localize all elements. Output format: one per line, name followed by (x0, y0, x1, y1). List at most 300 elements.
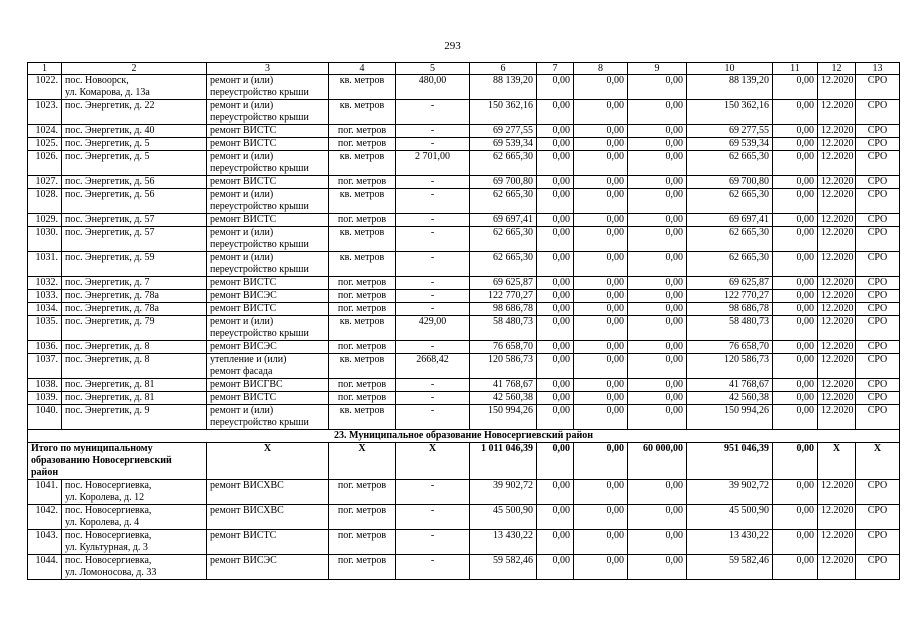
quantity-cell: - (396, 227, 470, 252)
value-cell: 62 665,30 (687, 189, 773, 214)
value-cell: 0,00 (537, 151, 574, 176)
column-header: 10 (687, 63, 773, 75)
date-cell: 12.2020 (818, 176, 856, 189)
address-cell-line: пос. Энергетик, д. 78а (65, 290, 159, 301)
work-type-cell-line: ремонт ВИСТС (210, 303, 277, 314)
value-cell: 0,00 (773, 303, 818, 316)
value-cell: 0,00 (628, 530, 687, 555)
value-cell: 0,00 (574, 379, 628, 392)
unit-cell: пог. метров (329, 138, 396, 151)
table-row (28, 125, 900, 138)
value-cell: 0,00 (574, 290, 628, 303)
value-cell: 0,00 (773, 138, 818, 151)
work-type-cell-line: переустройство крыши (210, 239, 309, 250)
date-cell: 12.2020 (818, 555, 856, 580)
table-row (28, 277, 900, 290)
method-cell: СРО (856, 138, 900, 151)
value-cell: 0,00 (574, 555, 628, 580)
method-cell: СРО (856, 303, 900, 316)
value-cell: 0,00 (574, 100, 628, 125)
work-type-cell-line: переустройство крыши (210, 417, 309, 428)
work-type-cell-line: переустройство крыши (210, 163, 309, 174)
value-cell: 0,00 (574, 480, 628, 505)
value-cell: 0,00 (574, 505, 628, 530)
address-cell-line: пос. Энергетик, д. 5 (65, 151, 150, 162)
unit-cell: кв. метров (329, 316, 396, 341)
quantity-cell: 480,00 (396, 75, 470, 100)
value-cell: 120 586,73 (687, 354, 773, 379)
value-cell: 0,00 (773, 151, 818, 176)
unit-cell: пог. метров (329, 277, 396, 290)
work-type-cell-line: переустройство крыши (210, 112, 309, 123)
value-cell: 0,00 (773, 125, 818, 138)
table-row (28, 505, 900, 530)
method-cell: СРО (856, 227, 900, 252)
method-cell: СРО (856, 75, 900, 100)
column-header: 7 (537, 63, 574, 75)
total-cost-cell: 45 500,90 (470, 505, 537, 530)
address-cell (62, 392, 207, 405)
value-cell: 0,00 (628, 354, 687, 379)
date-cell: 12.2020 (818, 125, 856, 138)
date-cell: 12.2020 (818, 75, 856, 100)
section-block (28, 430, 900, 480)
value-cell: 122 770,27 (687, 290, 773, 303)
address-cell-line: пос. Новоорск, (65, 75, 129, 86)
value-cell: 0,00 (537, 277, 574, 290)
value-cell: 42 560,38 (687, 392, 773, 405)
total-cost-cell: 88 139,20 (470, 75, 537, 100)
work-type-cell (207, 75, 329, 100)
value-cell: 0,00 (628, 303, 687, 316)
date-cell: 12.2020 (818, 252, 856, 277)
total-cost-cell: 76 658,70 (470, 341, 537, 354)
value-cell: 0,00 (773, 379, 818, 392)
value-cell: 0,00 (574, 405, 628, 430)
total-cost-cell: 122 770,27 (470, 290, 537, 303)
total-cost-cell: 62 665,30 (470, 151, 537, 176)
work-type-cell-line: переустройство крыши (210, 264, 309, 275)
date-cell: 12.2020 (818, 277, 856, 290)
unit-cell: пог. метров (329, 505, 396, 530)
work-type-cell (207, 303, 329, 316)
work-type-cell (207, 290, 329, 303)
value-cell: 0,00 (574, 189, 628, 214)
unit-cell: пог. метров (329, 392, 396, 405)
address-cell (62, 290, 207, 303)
method-cell: СРО (856, 151, 900, 176)
column-header: 8 (574, 63, 628, 75)
column-header: 5 (396, 63, 470, 75)
value-cell: 0,00 (628, 252, 687, 277)
work-type-cell-line: ремонт ВИСТС (210, 138, 277, 149)
address-cell-line: пос. Энергетик, д. 8 (65, 341, 150, 352)
subtotal-row (28, 443, 900, 480)
work-type-cell-line: ремонт ВИСТС (210, 277, 277, 288)
value-cell: 88 139,20 (687, 75, 773, 100)
date-cell: 12.2020 (818, 151, 856, 176)
row-number: 1043. (28, 530, 62, 555)
method-cell: СРО (856, 530, 900, 555)
row-number: 1022. (28, 75, 62, 100)
value-cell: 0,00 (537, 189, 574, 214)
address-cell-line: ул. Комарова, д. 13а (65, 87, 150, 98)
value-cell: 0,00 (628, 392, 687, 405)
value-cell: 0,00 (574, 138, 628, 151)
address-cell-line: пос. Энергетик, д. 40 (65, 125, 155, 136)
subtotal-cell: 60 000,00 (628, 443, 687, 480)
date-cell: 12.2020 (818, 214, 856, 227)
date-cell: 12.2020 (818, 303, 856, 316)
table-row (28, 555, 900, 580)
quantity-cell: - (396, 480, 470, 505)
quantity-cell: - (396, 405, 470, 430)
value-cell: 0,00 (628, 138, 687, 151)
quantity-cell: - (396, 138, 470, 151)
value-cell: 69 625,87 (687, 277, 773, 290)
value-cell: 0,00 (773, 354, 818, 379)
column-header: 9 (628, 63, 687, 75)
row-number: 1037. (28, 354, 62, 379)
value-cell: 0,00 (773, 75, 818, 100)
value-cell: 0,00 (628, 290, 687, 303)
work-type-cell-line: ремонт ВИСЭС (210, 290, 277, 301)
row-number: 1023. (28, 100, 62, 125)
table-row (28, 75, 900, 100)
table-row (28, 252, 900, 277)
capital-repair-table (27, 62, 900, 580)
value-cell: 0,00 (574, 151, 628, 176)
rows-group-b (28, 480, 900, 580)
quantity-cell: - (396, 214, 470, 227)
column-header: 12 (818, 63, 856, 75)
row-number: 1030. (28, 227, 62, 252)
total-cost-cell: 42 560,38 (470, 392, 537, 405)
rows-group-a (28, 75, 900, 430)
address-cell (62, 100, 207, 125)
table-row (28, 303, 900, 316)
work-type-cell-line: ремонт ВИСТС (210, 214, 277, 225)
address-cell (62, 405, 207, 430)
address-cell (62, 189, 207, 214)
table-row (28, 530, 900, 555)
address-cell-line: пос. Энергетик, д. 81 (65, 379, 155, 390)
value-cell: 0,00 (773, 405, 818, 430)
work-type-cell-line: ремонт и (или) (210, 252, 274, 263)
value-cell: 0,00 (574, 341, 628, 354)
value-cell: 0,00 (537, 379, 574, 392)
value-cell: 0,00 (537, 176, 574, 189)
value-cell: 0,00 (628, 227, 687, 252)
value-cell: 76 658,70 (687, 341, 773, 354)
page-number: 293 (444, 40, 461, 52)
address-cell (62, 341, 207, 354)
value-cell: 0,00 (574, 227, 628, 252)
work-type-cell-line: ремонт ВИСТС (210, 125, 277, 136)
subtotal-cell: 0,00 (574, 443, 628, 480)
date-cell: 12.2020 (818, 138, 856, 151)
quantity-cell: - (396, 341, 470, 354)
method-cell: СРО (856, 214, 900, 227)
section-title: 23. Муниципальное образование Новосергиевский район (28, 430, 900, 443)
work-type-cell (207, 555, 329, 580)
row-number: 1034. (28, 303, 62, 316)
date-cell: 12.2020 (818, 189, 856, 214)
subtotal-cell: 0,00 (537, 443, 574, 480)
address-cell-line: пос. Энергетик, д. 56 (65, 189, 155, 200)
address-cell-line: пос. Энергетик, д. 9 (65, 405, 150, 416)
total-cost-cell: 62 665,30 (470, 227, 537, 252)
value-cell: 0,00 (773, 316, 818, 341)
value-cell: 0,00 (537, 290, 574, 303)
address-cell-line: пос. Энергетик, д. 78а (65, 303, 159, 314)
total-cost-cell: 98 686,78 (470, 303, 537, 316)
value-cell: 0,00 (773, 505, 818, 530)
row-number: 1035. (28, 316, 62, 341)
row-number: 1038. (28, 379, 62, 392)
work-type-cell (207, 354, 329, 379)
value-cell: 0,00 (537, 252, 574, 277)
table-row (28, 341, 900, 354)
value-cell: 0,00 (773, 277, 818, 290)
table-row (28, 189, 900, 214)
work-type-cell (207, 100, 329, 125)
value-cell: 0,00 (773, 392, 818, 405)
subtotal-label-line: район (31, 467, 59, 478)
total-cost-cell: 39 902,72 (470, 480, 537, 505)
value-cell: 0,00 (773, 530, 818, 555)
unit-cell: пог. метров (329, 379, 396, 392)
table-row (28, 138, 900, 151)
method-cell: СРО (856, 290, 900, 303)
quantity-cell: 429,00 (396, 316, 470, 341)
value-cell: 0,00 (537, 125, 574, 138)
row-number: 1044. (28, 555, 62, 580)
unit-cell: пог. метров (329, 480, 396, 505)
value-cell: 0,00 (773, 214, 818, 227)
table-row (28, 405, 900, 430)
quantity-cell: - (396, 252, 470, 277)
value-cell: 0,00 (537, 505, 574, 530)
value-cell: 0,00 (773, 290, 818, 303)
value-cell: 0,00 (773, 555, 818, 580)
date-cell: 12.2020 (818, 341, 856, 354)
unit-cell: пог. метров (329, 303, 396, 316)
column-header: 1 (28, 63, 62, 75)
table-row (28, 354, 900, 379)
method-cell: СРО (856, 405, 900, 430)
value-cell: 0,00 (574, 303, 628, 316)
address-cell (62, 530, 207, 555)
unit-cell: пог. метров (329, 214, 396, 227)
address-cell-line: пос. Энергетик, д. 59 (65, 252, 155, 263)
value-cell: 150 362,16 (687, 100, 773, 125)
work-type-cell (207, 392, 329, 405)
work-type-cell (207, 227, 329, 252)
table-row (28, 480, 900, 505)
value-cell: 45 500,90 (687, 505, 773, 530)
quantity-cell: - (396, 125, 470, 138)
row-number: 1036. (28, 341, 62, 354)
row-number: 1031. (28, 252, 62, 277)
address-cell (62, 252, 207, 277)
work-type-cell-line: ремонт и (или) (210, 316, 274, 327)
address-cell-line: пос. Энергетик, д. 81 (65, 392, 155, 403)
quantity-cell: - (396, 303, 470, 316)
value-cell: 0,00 (537, 480, 574, 505)
date-cell: 12.2020 (818, 316, 856, 341)
unit-cell: кв. метров (329, 227, 396, 252)
method-cell: СРО (856, 277, 900, 290)
method-cell: СРО (856, 189, 900, 214)
date-cell: 12.2020 (818, 392, 856, 405)
value-cell: 0,00 (537, 214, 574, 227)
address-cell-line: ул. Культурная, д. 3 (65, 542, 148, 553)
value-cell: 0,00 (628, 316, 687, 341)
work-type-cell-line: утепление и (или) (210, 354, 287, 365)
column-header: 4 (329, 63, 396, 75)
work-type-cell (207, 379, 329, 392)
work-type-cell (207, 480, 329, 505)
method-cell: СРО (856, 125, 900, 138)
method-cell: СРО (856, 480, 900, 505)
value-cell: 0,00 (628, 176, 687, 189)
value-cell: 62 665,30 (687, 151, 773, 176)
row-number: 1039. (28, 392, 62, 405)
subtotal-cell: Х (207, 443, 329, 480)
unit-cell: пог. метров (329, 125, 396, 138)
work-type-cell-line: переустройство крыши (210, 328, 309, 339)
value-cell: 58 480,73 (687, 316, 773, 341)
row-number: 1027. (28, 176, 62, 189)
address-cell-line: пос. Энергетик, д. 57 (65, 227, 155, 238)
address-cell (62, 138, 207, 151)
value-cell: 0,00 (574, 75, 628, 100)
value-cell: 0,00 (773, 252, 818, 277)
row-number: 1026. (28, 151, 62, 176)
column-header: 3 (207, 63, 329, 75)
work-type-cell-line: ремонт ВИСЭС (210, 555, 277, 566)
address-cell-line: пос. Энергетик, д. 5 (65, 138, 150, 149)
quantity-cell: - (396, 277, 470, 290)
date-cell: 12.2020 (818, 405, 856, 430)
quantity-cell: - (396, 505, 470, 530)
value-cell: 0,00 (773, 176, 818, 189)
total-cost-cell: 62 665,30 (470, 252, 537, 277)
value-cell: 0,00 (537, 392, 574, 405)
quantity-cell: - (396, 176, 470, 189)
value-cell: 150 994,26 (687, 405, 773, 430)
method-cell: СРО (856, 252, 900, 277)
address-cell-line: ул. Ломоносова, д. 33 (65, 567, 157, 578)
work-type-cell (207, 505, 329, 530)
quantity-cell: - (396, 392, 470, 405)
value-cell: 0,00 (537, 354, 574, 379)
value-cell: 0,00 (537, 530, 574, 555)
quantity-cell: - (396, 379, 470, 392)
value-cell: 0,00 (628, 405, 687, 430)
address-cell-line: ул. Королева, д. 4 (65, 517, 140, 528)
value-cell: 0,00 (628, 277, 687, 290)
value-cell: 0,00 (537, 341, 574, 354)
value-cell: 0,00 (628, 341, 687, 354)
value-cell: 0,00 (537, 75, 574, 100)
address-cell (62, 354, 207, 379)
work-type-cell-line: ремонт и (или) (210, 75, 274, 86)
address-cell-line: пос. Новосергиевка, (65, 480, 152, 491)
value-cell: 0,00 (628, 214, 687, 227)
work-type-cell-line: ремонт ВИСХВС (210, 505, 284, 516)
value-cell: 0,00 (628, 505, 687, 530)
value-cell: 62 665,30 (687, 227, 773, 252)
value-cell: 0,00 (574, 252, 628, 277)
unit-cell: кв. метров (329, 100, 396, 125)
work-type-cell-line: ремонт и (или) (210, 100, 274, 111)
subtotal-total: 1 011 046,39 (470, 443, 537, 480)
address-cell-line: пос. Энергетик, д. 22 (65, 100, 155, 111)
address-cell-line: пос. Энергетик, д. 7 (65, 277, 150, 288)
date-cell: 12.2020 (818, 290, 856, 303)
work-type-cell (207, 151, 329, 176)
work-type-cell (207, 176, 329, 189)
work-type-cell (207, 341, 329, 354)
method-cell: СРО (856, 354, 900, 379)
unit-cell: пог. метров (329, 290, 396, 303)
value-cell: 41 768,67 (687, 379, 773, 392)
row-number: 1041. (28, 480, 62, 505)
value-cell: 0,00 (773, 189, 818, 214)
quantity-cell: - (396, 555, 470, 580)
date-cell: 12.2020 (818, 379, 856, 392)
subtotal-cell: 951 046,39 (687, 443, 773, 480)
work-type-cell-line: ремонт ВИСГВС (210, 379, 283, 390)
value-cell: 0,00 (628, 555, 687, 580)
value-cell: 0,00 (628, 100, 687, 125)
work-type-cell (207, 405, 329, 430)
value-cell: 0,00 (628, 379, 687, 392)
work-type-cell (207, 214, 329, 227)
address-cell-line: пос. Новосергиевка, (65, 505, 152, 516)
value-cell: 69 700,80 (687, 176, 773, 189)
section-title-row (28, 430, 900, 443)
table-row (28, 290, 900, 303)
address-cell (62, 75, 207, 100)
value-cell: 0,00 (628, 189, 687, 214)
date-cell: 12.2020 (818, 227, 856, 252)
total-cost-cell: 59 582,46 (470, 555, 537, 580)
value-cell: 0,00 (773, 341, 818, 354)
address-cell (62, 316, 207, 341)
table-row (28, 392, 900, 405)
unit-cell: кв. метров (329, 405, 396, 430)
work-type-cell-line: ремонт и (или) (210, 189, 274, 200)
address-cell (62, 227, 207, 252)
address-cell (62, 555, 207, 580)
value-cell: 0,00 (574, 176, 628, 189)
column-header: 6 (470, 63, 537, 75)
address-cell-line: пос. Энергетик, д. 8 (65, 354, 150, 365)
address-cell-line: пос. Новосергиевка, (65, 530, 152, 541)
table-row (28, 214, 900, 227)
method-cell: СРО (856, 316, 900, 341)
work-type-cell (207, 252, 329, 277)
address-cell (62, 214, 207, 227)
subtotal-label (28, 443, 207, 480)
value-cell: 0,00 (574, 316, 628, 341)
quantity-cell: 2668,42 (396, 354, 470, 379)
work-type-cell-line: ремонт и (или) (210, 405, 274, 416)
subtotal-cell: Х (396, 443, 470, 480)
